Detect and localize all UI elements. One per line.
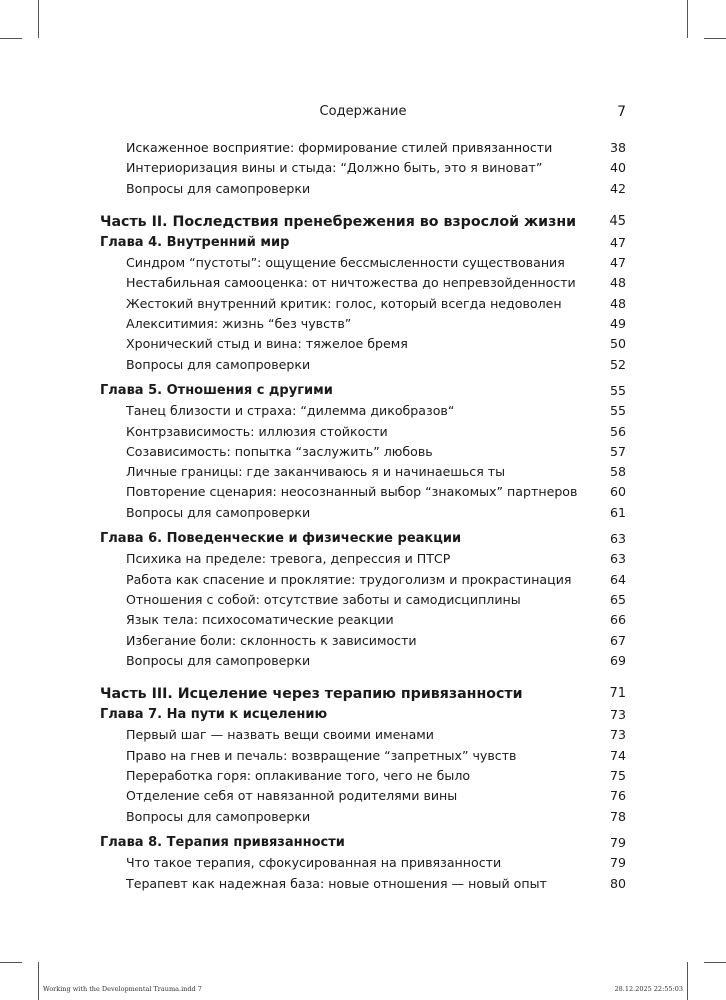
toc-entry-page: 79 xyxy=(609,834,626,850)
toc-entry-page: 42 xyxy=(609,180,626,196)
toc-entry-title: Работа как спасение и проклятие: трудоголизм и прокрастинация xyxy=(126,571,572,587)
toc-item xyxy=(100,651,626,671)
toc-entry-page: 71 xyxy=(609,686,626,702)
crop-mark xyxy=(0,38,22,39)
toc-entry-title: Глава 8. Терапия привязанности xyxy=(100,834,345,850)
toc-entry-title: Алекситимия: жизнь “без чувств” xyxy=(126,316,352,332)
toc-entry-page: 52 xyxy=(609,356,626,372)
toc-entry-title: Синдром “пустоты”: ощущение бессмысленности существования xyxy=(126,255,565,271)
toc-entry-title: Язык тела: психосоматические реакции xyxy=(126,612,394,628)
toc-entry-page: 48 xyxy=(609,295,626,311)
toc-entry-title: Глава 5. Отношения с другими xyxy=(100,382,333,398)
toc-entry-page: 55 xyxy=(609,403,626,419)
toc-entry-page: 38 xyxy=(609,140,626,155)
toc-entry-title: Отношения с собой: отсутствие заботы и самодисциплины xyxy=(126,591,521,607)
toc-entry-title: Психика на пределе: тревога, депрессия и ПТСР xyxy=(126,551,451,567)
toc-chapter xyxy=(100,705,626,725)
toc-item xyxy=(100,273,626,293)
toc-item xyxy=(100,549,626,569)
toc-item xyxy=(100,766,626,786)
running-head xyxy=(0,104,726,124)
toc-entry-page: 75 xyxy=(609,768,626,784)
toc-chapter xyxy=(100,529,626,549)
toc-entry-title: Созависимость: попытка “заслужить” любовь xyxy=(126,443,433,459)
toc-item xyxy=(100,334,626,354)
toc-entry-title: Первый шаг — назвать вещи своими именами xyxy=(126,727,434,743)
footer-timestamp: 28.12.2025 22:55:03 xyxy=(614,985,683,993)
toc-item xyxy=(100,807,626,827)
toc-entry-page: 69 xyxy=(609,652,626,668)
toc-item xyxy=(100,590,626,610)
toc-chapter xyxy=(100,833,626,853)
crop-mark xyxy=(38,0,39,38)
toc-entry-title: Вопросы для самопроверки xyxy=(126,180,311,196)
toc-entry-title: Отделение себя от навязанной родителями вины xyxy=(126,788,458,804)
toc-entry-title: Вопросы для самопроверки xyxy=(126,356,311,372)
toc-entry-title: Переработка горя: оплакивание того, чего не было xyxy=(126,768,471,784)
toc-entry-title: Танец близости и страха: “дилемма дикобразов“ xyxy=(126,403,455,419)
toc-item xyxy=(100,314,626,334)
toc-item xyxy=(100,746,626,766)
page-number: 7 xyxy=(617,104,626,120)
toc-entry-title: Интериоризация вины и стыда: “Должно быть, это я виноват” xyxy=(126,160,543,176)
toc-entry-title: Вопросы для самопроверки xyxy=(126,652,311,668)
toc-item xyxy=(100,462,626,482)
toc-chapter xyxy=(100,381,626,401)
toc-entry-title: Глава 7. На пути к исцелению xyxy=(100,707,328,723)
toc-entry-title: Повторение сценария: неосознанный выбор “знакомых” партнеров xyxy=(126,484,578,500)
toc-item xyxy=(100,610,626,630)
toc-item xyxy=(100,294,626,314)
toc-item xyxy=(100,179,626,199)
toc-entry-page: 45 xyxy=(609,213,626,229)
toc-entry-page: 48 xyxy=(609,275,626,291)
toc-entry-title: Глава 4. Внутренний мир xyxy=(100,234,290,250)
toc-entry-title: Глава 6. Поведенческие и физические реакции xyxy=(100,531,462,547)
page-title: Содержание xyxy=(319,104,407,119)
toc-item xyxy=(100,503,626,523)
toc-entry-page: 80 xyxy=(609,875,626,891)
toc-entry-page: 74 xyxy=(609,747,626,763)
toc-entry-title: Что такое терапия, сфокусированная на привязанности xyxy=(126,855,502,871)
toc-entry-title: Часть III. Исцеление через терапию привязанности xyxy=(100,686,523,703)
toc-entry-page: 73 xyxy=(609,707,626,723)
toc-entry-page: 60 xyxy=(609,484,626,500)
table-of-contents xyxy=(100,138,626,894)
toc-entry-page: 78 xyxy=(609,808,626,824)
toc-entry-page: 57 xyxy=(609,443,626,459)
toc-entry-title: Хронический стыд и вина: тяжелое бремя xyxy=(126,336,408,352)
toc-item xyxy=(100,874,626,894)
crop-mark xyxy=(687,0,688,38)
toc-item xyxy=(100,158,626,178)
toc-item xyxy=(100,138,626,158)
toc-entry-page: 67 xyxy=(609,632,626,648)
toc-item xyxy=(100,253,626,273)
toc-item xyxy=(100,355,626,375)
crop-mark xyxy=(687,962,688,1000)
toc-entry-page: 66 xyxy=(609,612,626,628)
toc-entry-page: 73 xyxy=(609,727,626,743)
crop-mark xyxy=(704,962,726,963)
toc-entry-page: 76 xyxy=(609,788,626,804)
toc-item xyxy=(100,422,626,442)
toc-entry-page: 58 xyxy=(609,464,626,480)
crop-mark xyxy=(704,38,726,39)
toc-part xyxy=(100,211,626,233)
toc-item xyxy=(100,725,626,745)
toc-item xyxy=(100,401,626,421)
crop-mark xyxy=(38,962,39,1000)
toc-item xyxy=(100,570,626,590)
toc-entry-page: 61 xyxy=(609,504,626,520)
toc-entry-page: 50 xyxy=(609,336,626,352)
toc-entry-title: Вопросы для самопроверки xyxy=(126,504,311,520)
toc-chapter xyxy=(100,233,626,253)
toc-entry-page: 40 xyxy=(609,160,626,176)
toc-entry-page: 47 xyxy=(609,255,626,271)
toc-entry-page: 79 xyxy=(609,855,626,871)
toc-entry-title: Личные границы: где заканчиваюсь я и начинаешься ты xyxy=(126,464,506,480)
toc-item xyxy=(100,853,626,873)
toc-entry-title: Контрзависимость: иллюзия стойкости xyxy=(126,423,388,439)
toc-item xyxy=(100,786,626,806)
toc-item xyxy=(100,482,626,502)
toc-entry-page: 65 xyxy=(609,591,626,607)
toc-entry-title: Нестабильная самооценка: от ничтожества до непревзойденности xyxy=(126,275,576,291)
footer-filename: Working with the Developmental Trauma.indd 7 xyxy=(43,985,202,993)
toc-entry-title: Вопросы для самопроверки xyxy=(126,808,311,824)
toc-entry-title: Избегание боли: склонность к зависимости xyxy=(126,632,417,648)
toc-entry-title: Терапевт как надежная база: новые отношения — новый опыт xyxy=(126,875,547,891)
toc-entry-page: 63 xyxy=(609,531,626,547)
toc-item xyxy=(100,631,626,651)
toc-entry-title: Искаженное восприятие: формирование стилей привязанности xyxy=(126,140,553,155)
toc-entry-page: 55 xyxy=(609,382,626,398)
toc-entry-title: Жестокий внутренний критик: голос, который всегда недоволен xyxy=(126,295,562,311)
toc-entry-page: 56 xyxy=(609,423,626,439)
toc-entry-title: Право на гнев и печаль: возвращение “запретных” чувств xyxy=(126,747,517,763)
toc-entry-title: Часть II. Последствия пренебрежения во взрослой жизни xyxy=(100,213,577,230)
toc-entry-page: 47 xyxy=(609,234,626,250)
toc-entry-page: 63 xyxy=(609,551,626,567)
toc-entry-page: 49 xyxy=(609,316,626,332)
toc-entry-page: 64 xyxy=(609,571,626,587)
toc-item xyxy=(100,442,626,462)
toc-part xyxy=(100,683,626,705)
crop-mark xyxy=(0,962,22,963)
